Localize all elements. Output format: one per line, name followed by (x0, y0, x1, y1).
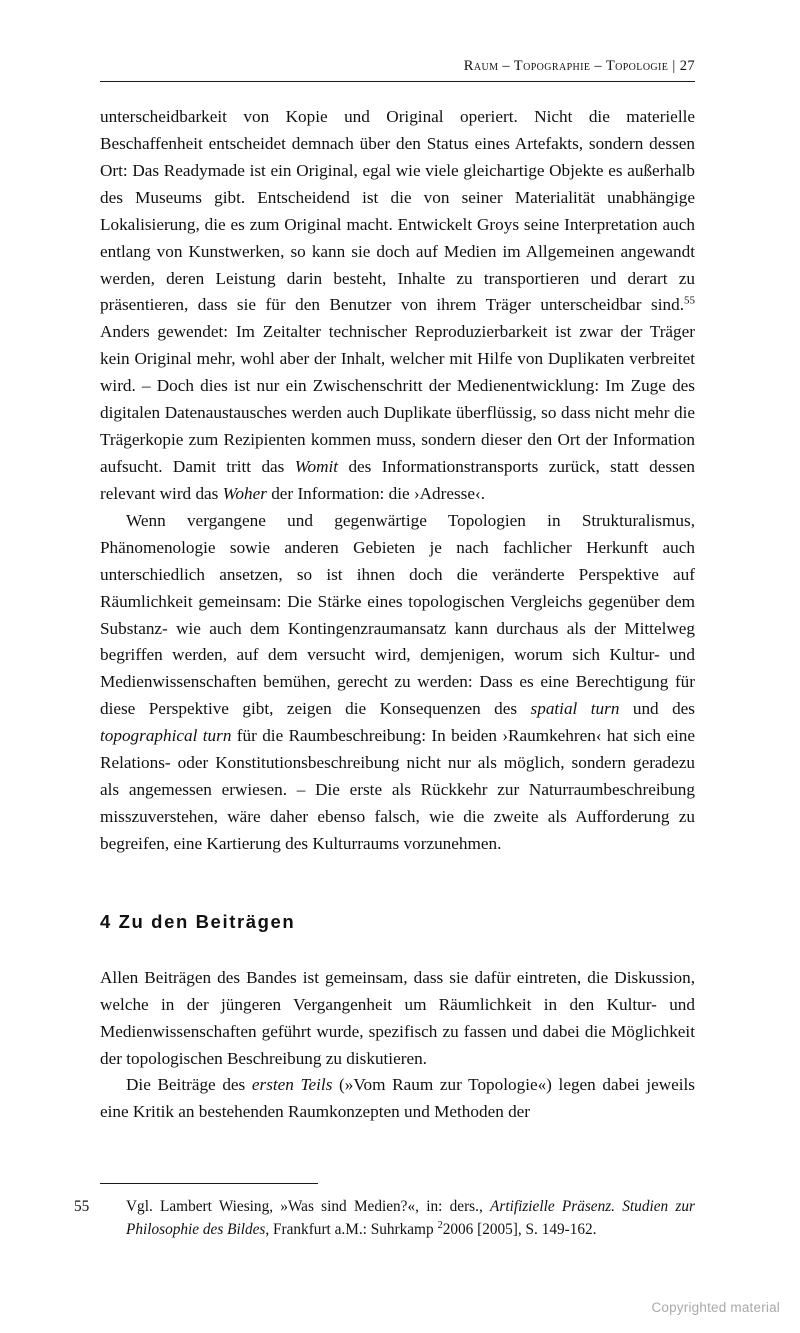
running-head (100, 58, 695, 82)
paragraph-2-part-a: Wenn vergangene und gegenwärtige Topologien in Strukturalismus, Phänomenologie sowie anderen Gebieten je nach fachlicher Herkunft auch unterschiedlich ansetzen, so ist ihnen doch die veränderte Perspektive auf Räumlichkeit gemeinsam: Die Stärke eines topologischen Vergleichs gegenüber dem Substanz- wie auch dem Kontingenzraumansatz kann durchaus als der Mittelweg begriffen werden, auf dem versucht wird, demjenigen, worum sich Kultur- und Medienwissenschaften bemühen, gerecht zu werden: Dass es eine Berechtigung für diese Perspektive gibt, zeigen die Konsequenzen des (100, 510, 695, 719)
paragraph-2-part-c: für die Raumbeschreibung: In beiden ›Raumkehren‹ hat sich eine Relations- oder Konstitutionsbeschreibung nicht nur als möglich, sondern geradezu als angemessen erwiesen. – Die erste als Rückkehr zur Naturraumbeschreibung misszuverstehen, wäre daher ebenso falsch, wie die zweite als Aufforderung zu begreifen, eine Kartierung des Kulturraums vorzunehmen. (100, 726, 695, 853)
footnote-number: 55 (74, 1198, 90, 1215)
running-head-separator: | (672, 58, 676, 74)
paragraph-1-part-b: Anders gewendet: Im Zeitalter technischer Reproduzierbarkeit ist zwar der Träger kein Original mehr, wohl aber der Inhalt, welcher mit Hilfe von Duplikaten verbreitet wird. – Doch dies ist nur ein Zwischenschritt der Medienentwicklung: Im Zuge des digitalen Datenaustausches werden auch Duplikate überflüssig, so dass nicht mehr die Trägerkopie zum Rezipienten kommen muss, sondern dieser den Ort der Information aufsucht. Damit tritt das (100, 322, 695, 476)
page-content (100, 58, 695, 1126)
paragraph-2 (100, 508, 695, 858)
footnote-text-b: , Frankfurt a.M.: Suhrkamp (265, 1221, 438, 1239)
paragraph-1-part-a: unterscheidbarkeit von Kopie und Original operiert. Nicht die materielle Beschaffenheit entscheidet demnach über den Status eines Artefakts, sondern dessen Ort: Das Readymade ist ein Original, egal wie viele gleichartige Objekte es außerhalb des Museums gibt. Entscheidend ist die von seiner Materialität unabhängige Lokalisierung, die es zum Original macht. Entwickelt Groys seine Interpretation auch entlang von Kunstwerken, so kann sie doch auf Medien im Allgemeinen angewandt werden, deren Leistung darin besteht, Inhalte zu transportieren und derart zu präsentieren, dass sie für den Benutzer von ihrem Träger unterscheidbar sind. (100, 107, 695, 315)
footnote-area (74, 1183, 695, 1242)
footnote-edition-superscript: 2 (437, 1220, 443, 1232)
paragraph-4-part-a: Die Beiträge des (126, 1075, 252, 1095)
body-text (100, 104, 695, 1126)
footnote-italic-title: Artifizielle Präsenz. Studien zur Philosophie des Bildes (126, 1198, 695, 1239)
page-number: 27 (679, 58, 695, 74)
paragraph-4-part-b: (»Vom Raum zur Topologie«) legen dabei jeweils eine Kritik an bestehenden Raumkonzepten und Methoden der (100, 1075, 695, 1122)
footnote-text-c: 2006 [2005], S. 149-162. (442, 1221, 597, 1239)
paragraph-4 (100, 1072, 695, 1126)
paragraph-2-italic-spatial-turn: spatial turn (530, 699, 620, 719)
paragraph-4-italic-ersten-teils: ersten Teils (251, 1075, 333, 1095)
paragraph-2-part-b: und des (619, 699, 695, 719)
paragraph-1-part-d: der Information: die ›Adresse‹. (266, 483, 486, 503)
footnote-text-a: Vgl. Lambert Wiesing, »Was sind Medien?«, in: ders., (126, 1198, 491, 1215)
paragraph-1-italic-woher: Woher (222, 483, 267, 503)
paragraph-1-part-c: des Informationstransports zurück, statt dessen relevant wird das (100, 456, 695, 503)
footnote-body (74, 1195, 695, 1242)
footnote-reference-55[interactable]: 55 (684, 294, 695, 307)
running-head-title: Raum – Topographie – Topologie (463, 58, 669, 74)
footnote-55 (74, 1195, 695, 1242)
copyright-watermark: Copyrighted material (651, 1300, 780, 1315)
paragraph-1-italic-womit: Womit (294, 456, 339, 476)
paragraph-3: Allen Beiträgen des Bandes ist gemeinsam, dass sie dafür eintreten, die Diskussion, welche in der jüngeren Vergangenheit um Räumlichkeit in den Kultur- und Medienwissenschaften geführt wurde, spezifisch zu fassen und dabei die Möglichkeit der topologischen Beschreibung zu diskutieren. (100, 967, 695, 1068)
paragraph-2-italic-topographical-turn: topographical turn (100, 726, 232, 746)
section-heading-4: 4 Zu den Beiträgen (100, 910, 296, 932)
footnote-separator-rule (100, 1183, 318, 1184)
paragraph-1 (100, 104, 695, 508)
